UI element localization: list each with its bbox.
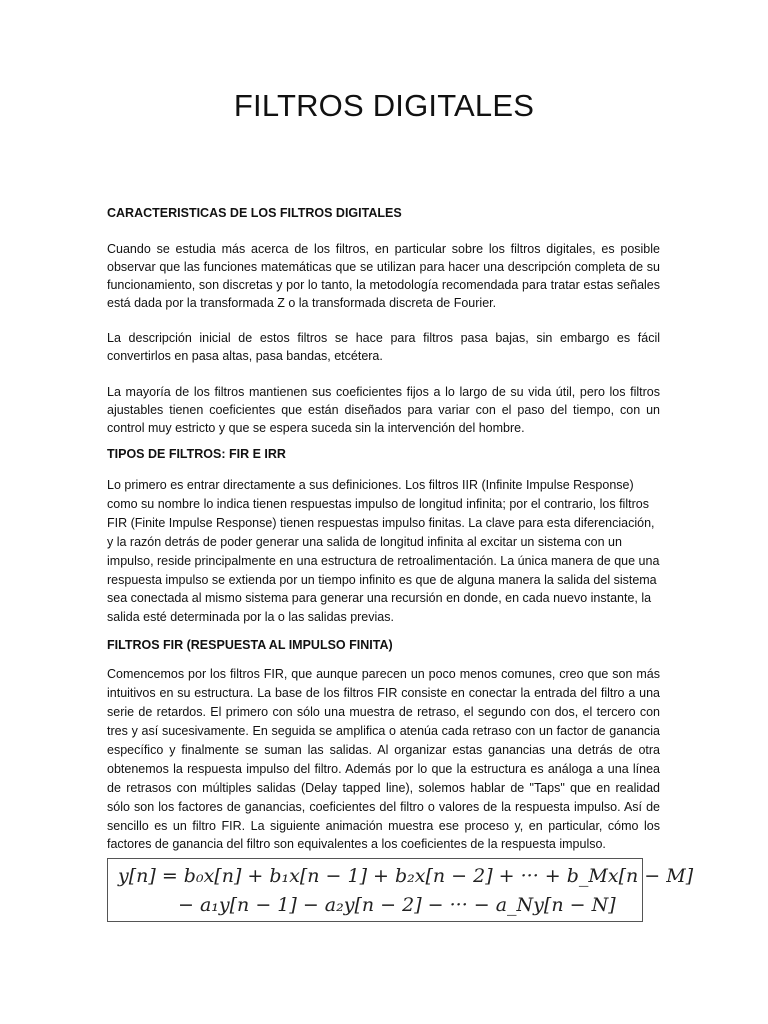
paragraph: La descripción inicial de estos filtros se hace para filtros pasa bajas, sin embargo es fácil convertirlos en pasa altas, pasa bandas, etcétera.: [107, 331, 660, 363]
equation-line-1: y[n] = b₀x[n] + b₁x[n − 1] + b₂x[n − 2] + ··· + b_Mx[n − M]: [118, 865, 694, 887]
section-heading-tipos: TIPOS DE FILTROS: FIR E IRR: [107, 447, 286, 461]
paragraph: Cuando se estudia más acerca de los filtros, en particular sobre los filtros digitales, es posible observar que las funciones matemáticas que se utilizan para hacer una descripción completa de su funcionamiento, son discretas y por lo tanto, la metodología recomendada para tratar estas señales está dada por la transformada Z o la transformada discreta de Fourier.: [107, 242, 660, 310]
paragraph: Comencemos por los filtros FIR, que aunque parecen un poco menos comunes, creo que son más intuitivos en su estructura. La base de los filtros FIR consiste en conectar la entrada del filtro a una serie de retardos. El primero con sólo una muestra de retraso, el segundo con dos, el tercero con tres y así sucesivamente. En seguida se amplifica o atenúa cada retraso con un factor de ganancia específico y finalmente se suman las salidas. Al organizar estas ganancias una detrás de otra obtenemos la respuesta impulso del filtro. Además por lo que la estructura es análoga a una línea de retrasos con múltiples salidas (Delay tapped line), solemos hablar de "Taps" que en realidad sólo son los factores de ganancias, coeficientes del filtro o valores de la respuesta impulso. Así de sencillo es un filtro FIR. La siguiente animación muestra ese proceso y, en particular, cómo los factores de ganancia del filtro son equivalentes a los coeficientes de la respuesta impulso.: [107, 667, 660, 852]
section-heading-filtros-fir: FILTROS FIR (RESPUESTA AL IMPULSO FINITA): [107, 638, 393, 653]
paragraph: Lo primero es entrar directamente a sus definiciones. Los filtros IIR (Infinite Impulse Response) como su nombre lo indica tienen respuestas impulso de longitud infinita; por el contrario, los filtros FIR (Finite Impulse Response) tienen respuestas impulso finitas. La clave para esta diferenciación, y la razón detrás de poder generar una salida de longitud infinita al excitar un sistema con un impulso, reside principalmente en una estructura de retroalimentación. La única manera de que una respuesta impulso se extienda por un tiempo infinito es que de alguna manera la salida del sistema sea conectada al mismo sistema para generar una recursión en donde, en cada nuevo instante, la salida esté determinada por la o las salidas previas.: [107, 478, 660, 625]
equation-line-2: − a₁y[n − 1] − a₂y[n − 2] − ··· − a_Ny[n − N]: [178, 894, 616, 916]
difference-equation-box: [107, 858, 694, 922]
paragraph: La mayoría de los filtros mantienen sus coeficientes fijos a lo largo de su vida útil, pero los filtros ajustables tienen coeficientes que están diseñados para variar con el paso del tiempo, con un control muy estricto y que se espera suceda sin la intervención del hombre.: [107, 385, 660, 435]
document-body: [107, 204, 660, 854]
section-heading-caracteristicas: CARACTERISTICAS DE LOS FILTROS DIGITALES: [107, 206, 402, 220]
document-title: FILTROS DIGITALES: [233, 88, 535, 123]
